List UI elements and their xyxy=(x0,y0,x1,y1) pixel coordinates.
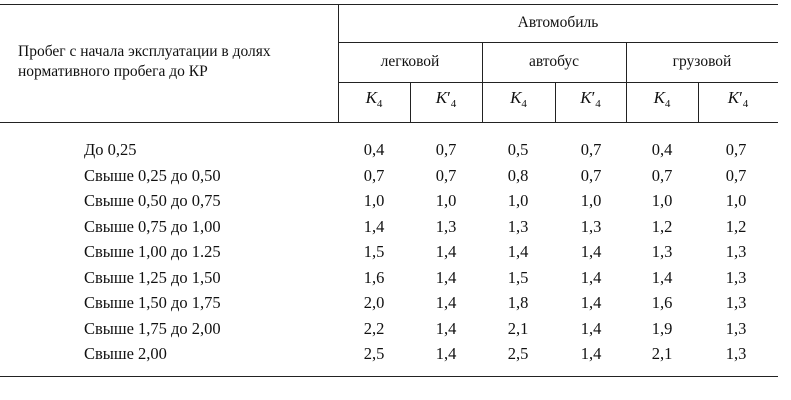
table-cell: 1,4 xyxy=(507,242,529,261)
table-cell: 1,3 xyxy=(725,242,747,261)
row-label: Свыше 1,00 до 1.25 xyxy=(84,242,221,261)
table-cell: 1,4 xyxy=(580,267,602,287)
table-row xyxy=(0,293,778,319)
table-cell: 1,4 xyxy=(363,216,385,236)
table-cell: 1,0 xyxy=(725,191,747,210)
subgroup-header-truck: грузовой xyxy=(672,53,732,70)
table-cell: 1,0 xyxy=(580,191,602,210)
table-cell: 0,7 xyxy=(435,165,457,185)
table-cell: 1,4 xyxy=(580,242,602,261)
table-cell: 1,0 xyxy=(363,191,385,210)
table-cell: 0,7 xyxy=(725,140,747,159)
table-cell: 1,6 xyxy=(363,267,385,287)
table-cell: 1,3 xyxy=(507,216,529,236)
table-row xyxy=(0,242,778,268)
table-body xyxy=(0,140,778,370)
table-cell: 1,3 xyxy=(725,318,747,338)
table-cell: 1,4 xyxy=(435,267,457,287)
table-cell: 1,8 xyxy=(507,293,529,312)
row-label: Свыше 0,25 до 0,50 xyxy=(84,165,221,185)
table-cell: 1,3 xyxy=(725,344,747,363)
symbol-header: $K_4$ xyxy=(510,88,527,110)
table-cell: 1,3 xyxy=(651,242,673,261)
table-cell: 1,5 xyxy=(363,242,385,261)
table-cell: 0,7 xyxy=(651,165,673,185)
subgroup-header-bus: автобус xyxy=(528,53,580,70)
table-cell: 1,0 xyxy=(507,191,529,210)
table-cell: 1,4 xyxy=(580,344,602,363)
table-bottom-rule xyxy=(0,376,778,377)
row-label: Свыше 0,75 до 1,00 xyxy=(84,216,221,236)
group-header-vehicle: Автомобиль xyxy=(517,14,599,31)
table-cell: 2,1 xyxy=(507,318,529,338)
table-cell: 1,9 xyxy=(651,318,673,338)
table-row xyxy=(0,268,778,294)
table-cell: 1,0 xyxy=(651,191,673,210)
table-cell: 0,8 xyxy=(507,165,529,185)
row-label: Свыше 2,00 xyxy=(84,344,167,363)
table-cell: 0,7 xyxy=(580,140,602,159)
table-cell: 2,5 xyxy=(507,344,529,363)
symbol-header: $K_4$ xyxy=(653,88,671,110)
table-cell: 0,7 xyxy=(580,165,602,185)
stub-column-header: Пробег с начала эксплуатации в долях нормативного пробега до КР xyxy=(18,43,271,80)
group-header-rule xyxy=(338,42,778,43)
table-cell: 1,6 xyxy=(651,293,673,312)
table-cell: 1,4 xyxy=(435,344,457,363)
row-label: Свыше 1,75 до 2,00 xyxy=(84,318,221,338)
table-cell: 1,4 xyxy=(580,293,602,312)
table-cell: 1,4 xyxy=(580,318,602,338)
symbol-header: $K'_4$ xyxy=(580,88,601,110)
table-cell: 2,5 xyxy=(363,344,385,363)
symbol-header: $K'_4$ xyxy=(435,88,457,110)
table-row xyxy=(0,140,778,166)
row-label: Свыше 0,50 до 0,75 xyxy=(84,191,221,210)
table-cell: 1,4 xyxy=(435,318,457,338)
subgroup-header-car: легковой xyxy=(380,53,440,70)
symbol-header: $K'_4$ xyxy=(727,88,749,110)
table-cell: 2,1 xyxy=(651,344,673,363)
table-cell: 0,4 xyxy=(651,140,673,159)
subgroup-header-rule xyxy=(338,82,778,83)
table-cell: 2,2 xyxy=(363,318,385,338)
table-cell: 0,5 xyxy=(507,140,529,159)
header-bottom-rule xyxy=(0,122,778,123)
table-row xyxy=(0,166,778,192)
table-row xyxy=(0,191,778,217)
table-cell: 1,4 xyxy=(651,267,673,287)
table-cell: 1,0 xyxy=(435,191,457,210)
table-cell: 1,2 xyxy=(725,216,747,236)
table-cell: 1,4 xyxy=(435,293,457,312)
table-cell: 2,0 xyxy=(363,293,385,312)
table-cell: 0,4 xyxy=(363,140,385,159)
table-row xyxy=(0,319,778,345)
row-label: До 0,25 xyxy=(84,140,137,159)
table-cell: 0,7 xyxy=(363,165,385,185)
table-cell: 1,3 xyxy=(725,293,747,312)
row-label: Свыше 1,25 до 1,50 xyxy=(84,267,221,287)
table-cell: 1,3 xyxy=(725,267,747,287)
table-top-rule xyxy=(0,4,778,5)
table-row xyxy=(0,217,778,243)
table-cell: 1,3 xyxy=(580,216,602,236)
table-cell: 1,3 xyxy=(435,216,457,236)
row-label: Свыше 1,50 до 1,75 xyxy=(84,293,221,312)
table-cell: 0,7 xyxy=(725,165,747,185)
table-cell: 1,4 xyxy=(435,242,457,261)
table-cell: 1,5 xyxy=(507,267,529,287)
table-cell: 0,7 xyxy=(435,140,457,159)
table-cell: 1,2 xyxy=(651,216,673,236)
symbol-header: $K_4$ xyxy=(365,88,383,110)
table-row xyxy=(0,344,778,370)
